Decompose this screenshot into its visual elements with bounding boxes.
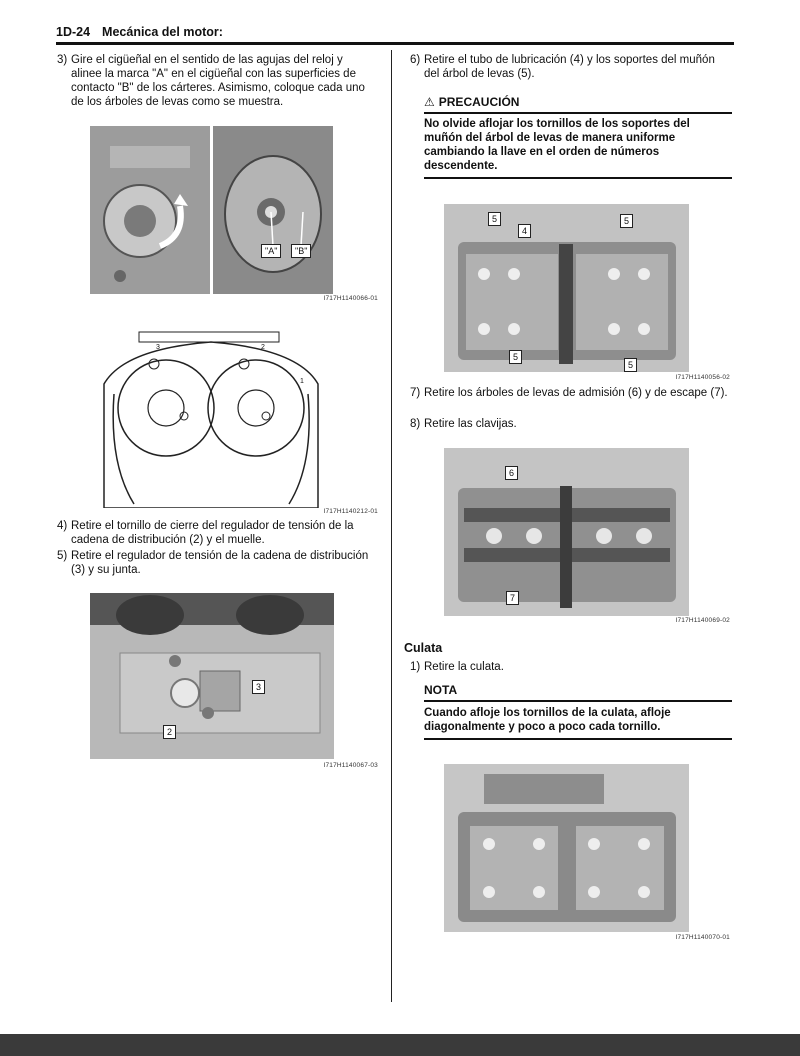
label-b: "B" — [291, 244, 311, 258]
figure-code: I717H1140070-01 — [675, 934, 730, 941]
figure-code: I717H1140066-01 — [323, 295, 378, 302]
callout-5: 5 — [624, 358, 637, 372]
step-1 — [410, 660, 730, 674]
page-number: 1D-24 — [56, 25, 91, 39]
crankshaft-photo — [90, 126, 210, 294]
step-3 — [57, 53, 375, 109]
step-number: 8) — [410, 418, 421, 430]
note-top-rule — [424, 700, 732, 702]
step-number: 5) — [57, 550, 68, 562]
callout-3: 3 — [252, 680, 265, 694]
callout-6: 6 — [505, 466, 518, 480]
note-bottom-rule — [424, 738, 732, 740]
figure-code: I717H1140212-01 — [323, 508, 378, 515]
step-number: 6) — [410, 54, 421, 66]
diagram-mark: 1 — [300, 378, 304, 385]
caution-bottom-rule — [424, 177, 732, 179]
callout-4: 4 — [518, 224, 531, 238]
tensioner-photo — [90, 593, 334, 759]
note-heading: NOTA — [424, 683, 458, 697]
step-7 — [410, 386, 730, 400]
step-4 — [57, 519, 375, 547]
note-text: Cuando afloje los tornillos de la culata, afloje diagonalmente y poco a poco cada tornillo. — [424, 707, 671, 733]
step-text: Retire el regulador de tensión de la cadena de distribución (3) y su junta. — [71, 550, 369, 576]
callout-7: 7 — [506, 591, 519, 605]
step-text: Retire los árboles de levas de admisión (6) y de escape (7). — [424, 387, 728, 399]
section-title: Culata — [404, 641, 443, 655]
step-number: 1) — [410, 661, 421, 673]
caution-text: No olvide aflojar los tornillos de los soportes del muñón del árbol de levas de manera uniforme cambiando la llave en el orden de números descendente. — [424, 118, 690, 172]
caution-heading — [424, 95, 519, 109]
page-title: Mecánica del motor: — [102, 25, 223, 39]
step-text: Retire el tornillo de cierre del regulador de tensión de la cadena de distribución (2) y el muelle. — [71, 520, 354, 546]
crankcase-mark-photo — [213, 126, 333, 294]
step-number: 3) — [57, 54, 68, 66]
caution-label: PRECAUCIÓN — [438, 95, 520, 109]
figure-code: I717H1140069-02 — [675, 617, 730, 624]
callout-5: 5 — [620, 214, 633, 228]
step-6 — [410, 53, 730, 81]
callout-5: 5 — [488, 212, 501, 226]
caution-top-rule — [424, 112, 732, 114]
step-text: Retire la culata. — [424, 661, 504, 673]
warning-triangle-icon: ⚠ — [424, 95, 435, 109]
step-8 — [410, 417, 730, 431]
step-5 — [57, 549, 375, 577]
cylinder-head-photo — [444, 764, 689, 932]
step-number: 7) — [410, 387, 421, 399]
column-divider — [391, 50, 392, 1002]
page-header — [56, 20, 734, 45]
camshafts-photo — [444, 448, 689, 616]
step-text: Gire el cigüeñal en el sentido de las agujas del reloj y alinee la marca "A" en el cigüeñal con las superficies de contacto "B" de los cárteres. Asimismo, coloque cada uno de los árboles de levas como se muestra. — [71, 54, 365, 108]
step-text: Retire el tubo de lubricación (4) y los soportes del muñón del árbol de levas (5). — [424, 54, 715, 80]
step-number: 4) — [57, 520, 68, 532]
callout-2: 2 — [163, 725, 176, 739]
camshaft-diagram — [94, 324, 328, 508]
figure-code: I717H1140067-03 — [323, 762, 378, 769]
callout-5: 5 — [509, 350, 522, 364]
diagram-mark: 3 — [156, 344, 160, 351]
bottom-bar — [0, 1034, 800, 1056]
diagram-mark: 2 — [261, 344, 265, 351]
figure-code: I717H1140056-02 — [675, 374, 730, 381]
label-a: "A" — [261, 244, 281, 258]
step-text: Retire las clavijas. — [424, 418, 517, 430]
camshaft-journal-photo — [444, 204, 689, 372]
